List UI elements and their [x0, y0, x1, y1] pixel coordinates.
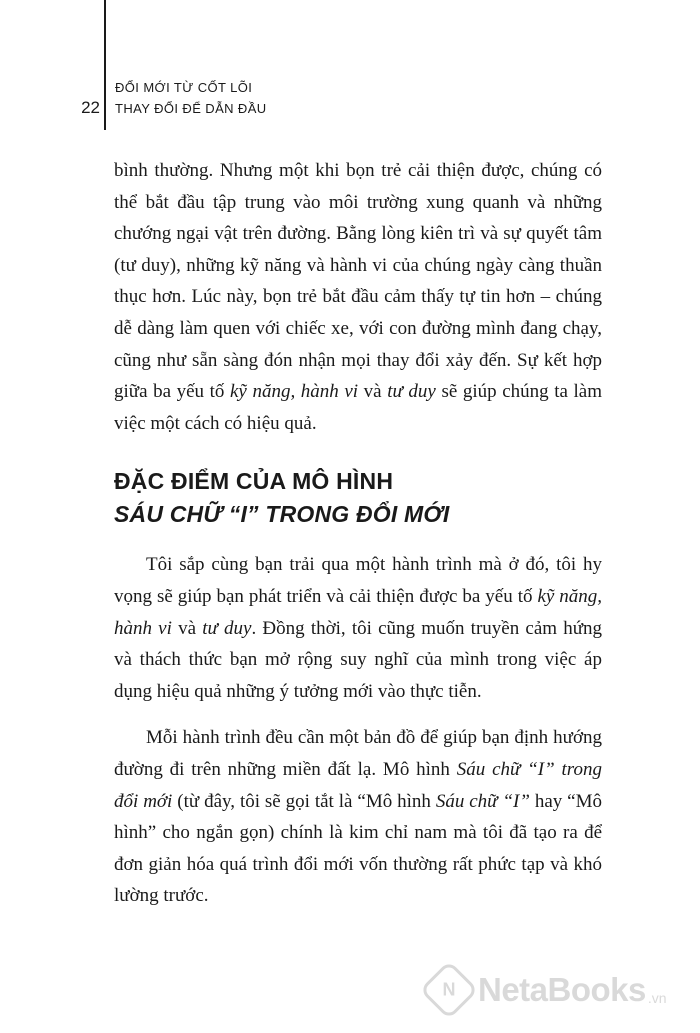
watermark-suffix: .vn: [647, 990, 667, 1006]
netabooks-logo-icon: [419, 960, 478, 1019]
running-header-line1: ĐỔI MỚI TỪ CỐT LÕI: [115, 80, 253, 95]
header-vertical-rule: [104, 0, 106, 130]
logo-letter: N: [442, 979, 456, 1000]
text-run: và: [171, 617, 203, 639]
running-header: [115, 77, 267, 119]
netabooks-watermark: [428, 968, 667, 1012]
watermark-text: NetaBooks: [478, 971, 646, 1008]
text-run: Mỗi hành trình đều cần một bản đồ để giúp bạn định hướng đường đi trên những miền đất lạ. Mô hình: [114, 727, 602, 780]
text-run: sẽ giúp chúng ta làm việc một cách có hiệu quả.: [114, 381, 603, 434]
section-heading: [114, 465, 602, 531]
italic-run: Sáu chữ “I”: [435, 790, 530, 812]
text-run: và: [358, 381, 388, 403]
text-run: Tôi sắp cùng bạn trải qua một hành trình mà ở đó, tôi hy vọng sẽ giúp bạn phát triển và cải thiện được ba yếu tố: [114, 554, 602, 607]
italic-run: kỹ năng, hành vi: [114, 585, 603, 639]
running-header-line2: THAY ĐỔI ĐỂ DẪN ĐẦU: [115, 101, 267, 116]
page-number: 22: [81, 98, 100, 117]
section-heading-line2: SÁU CHỮ “I” TRONG ĐỔI MỚI: [114, 501, 450, 528]
text-run: (từ đây, tôi sẽ gọi tắt là “Mô hình: [172, 790, 436, 812]
text-run: . Đồng thời, tôi cũng muốn truyền cảm hứng và thách thức bạn mở rộng suy nghĩ của mình trong việc áp dụng hiệu quả những ý tưởng mới vào thực tiễn.: [114, 617, 603, 702]
paragraph-continued: [114, 155, 602, 439]
body-text: [114, 155, 602, 912]
section-heading-line1: ĐẶC ĐIỂM CỦA MÔ HÌNH: [114, 468, 394, 495]
italic-run: tư duy: [202, 617, 252, 639]
text-run: hay “Mô hình” cho ngắn gọn) chính là kim chỉ nam mà tôi đã tạo ra để đơn giản hóa quá trình đổi mới vốn thường rất phức tạp và khó lường trước.: [114, 790, 603, 907]
italic-run: kỹ năng, hành vi: [230, 381, 359, 403]
paragraph: [114, 549, 602, 707]
italic-run: Sáu chữ “I” trong đổi mới: [114, 758, 602, 812]
paragraph: [114, 722, 602, 912]
text-run: bình thường. Nhưng một khi bọn trẻ cải thiện được, chúng có thể bắt đầu tập trung vào môi trường xung quanh và những chướng ngại vật trên đường. Bằng lòng kiên trì và sự quyết tâm (tư duy), những kỹ năng và hành vi của chúng ngày càng thuần thục hơn. Lúc này, bọn trẻ bắt đầu cảm thấy tự tin hơn – chúng dễ dàng làm quen với chiếc xe, với con đường mình đang chạy, cũng như sẵn sàng đón nhận mọi thay đổi xảy đến. Sự kết hợp giữa ba yếu tố: [114, 160, 602, 403]
italic-run: tư duy: [387, 381, 436, 403]
